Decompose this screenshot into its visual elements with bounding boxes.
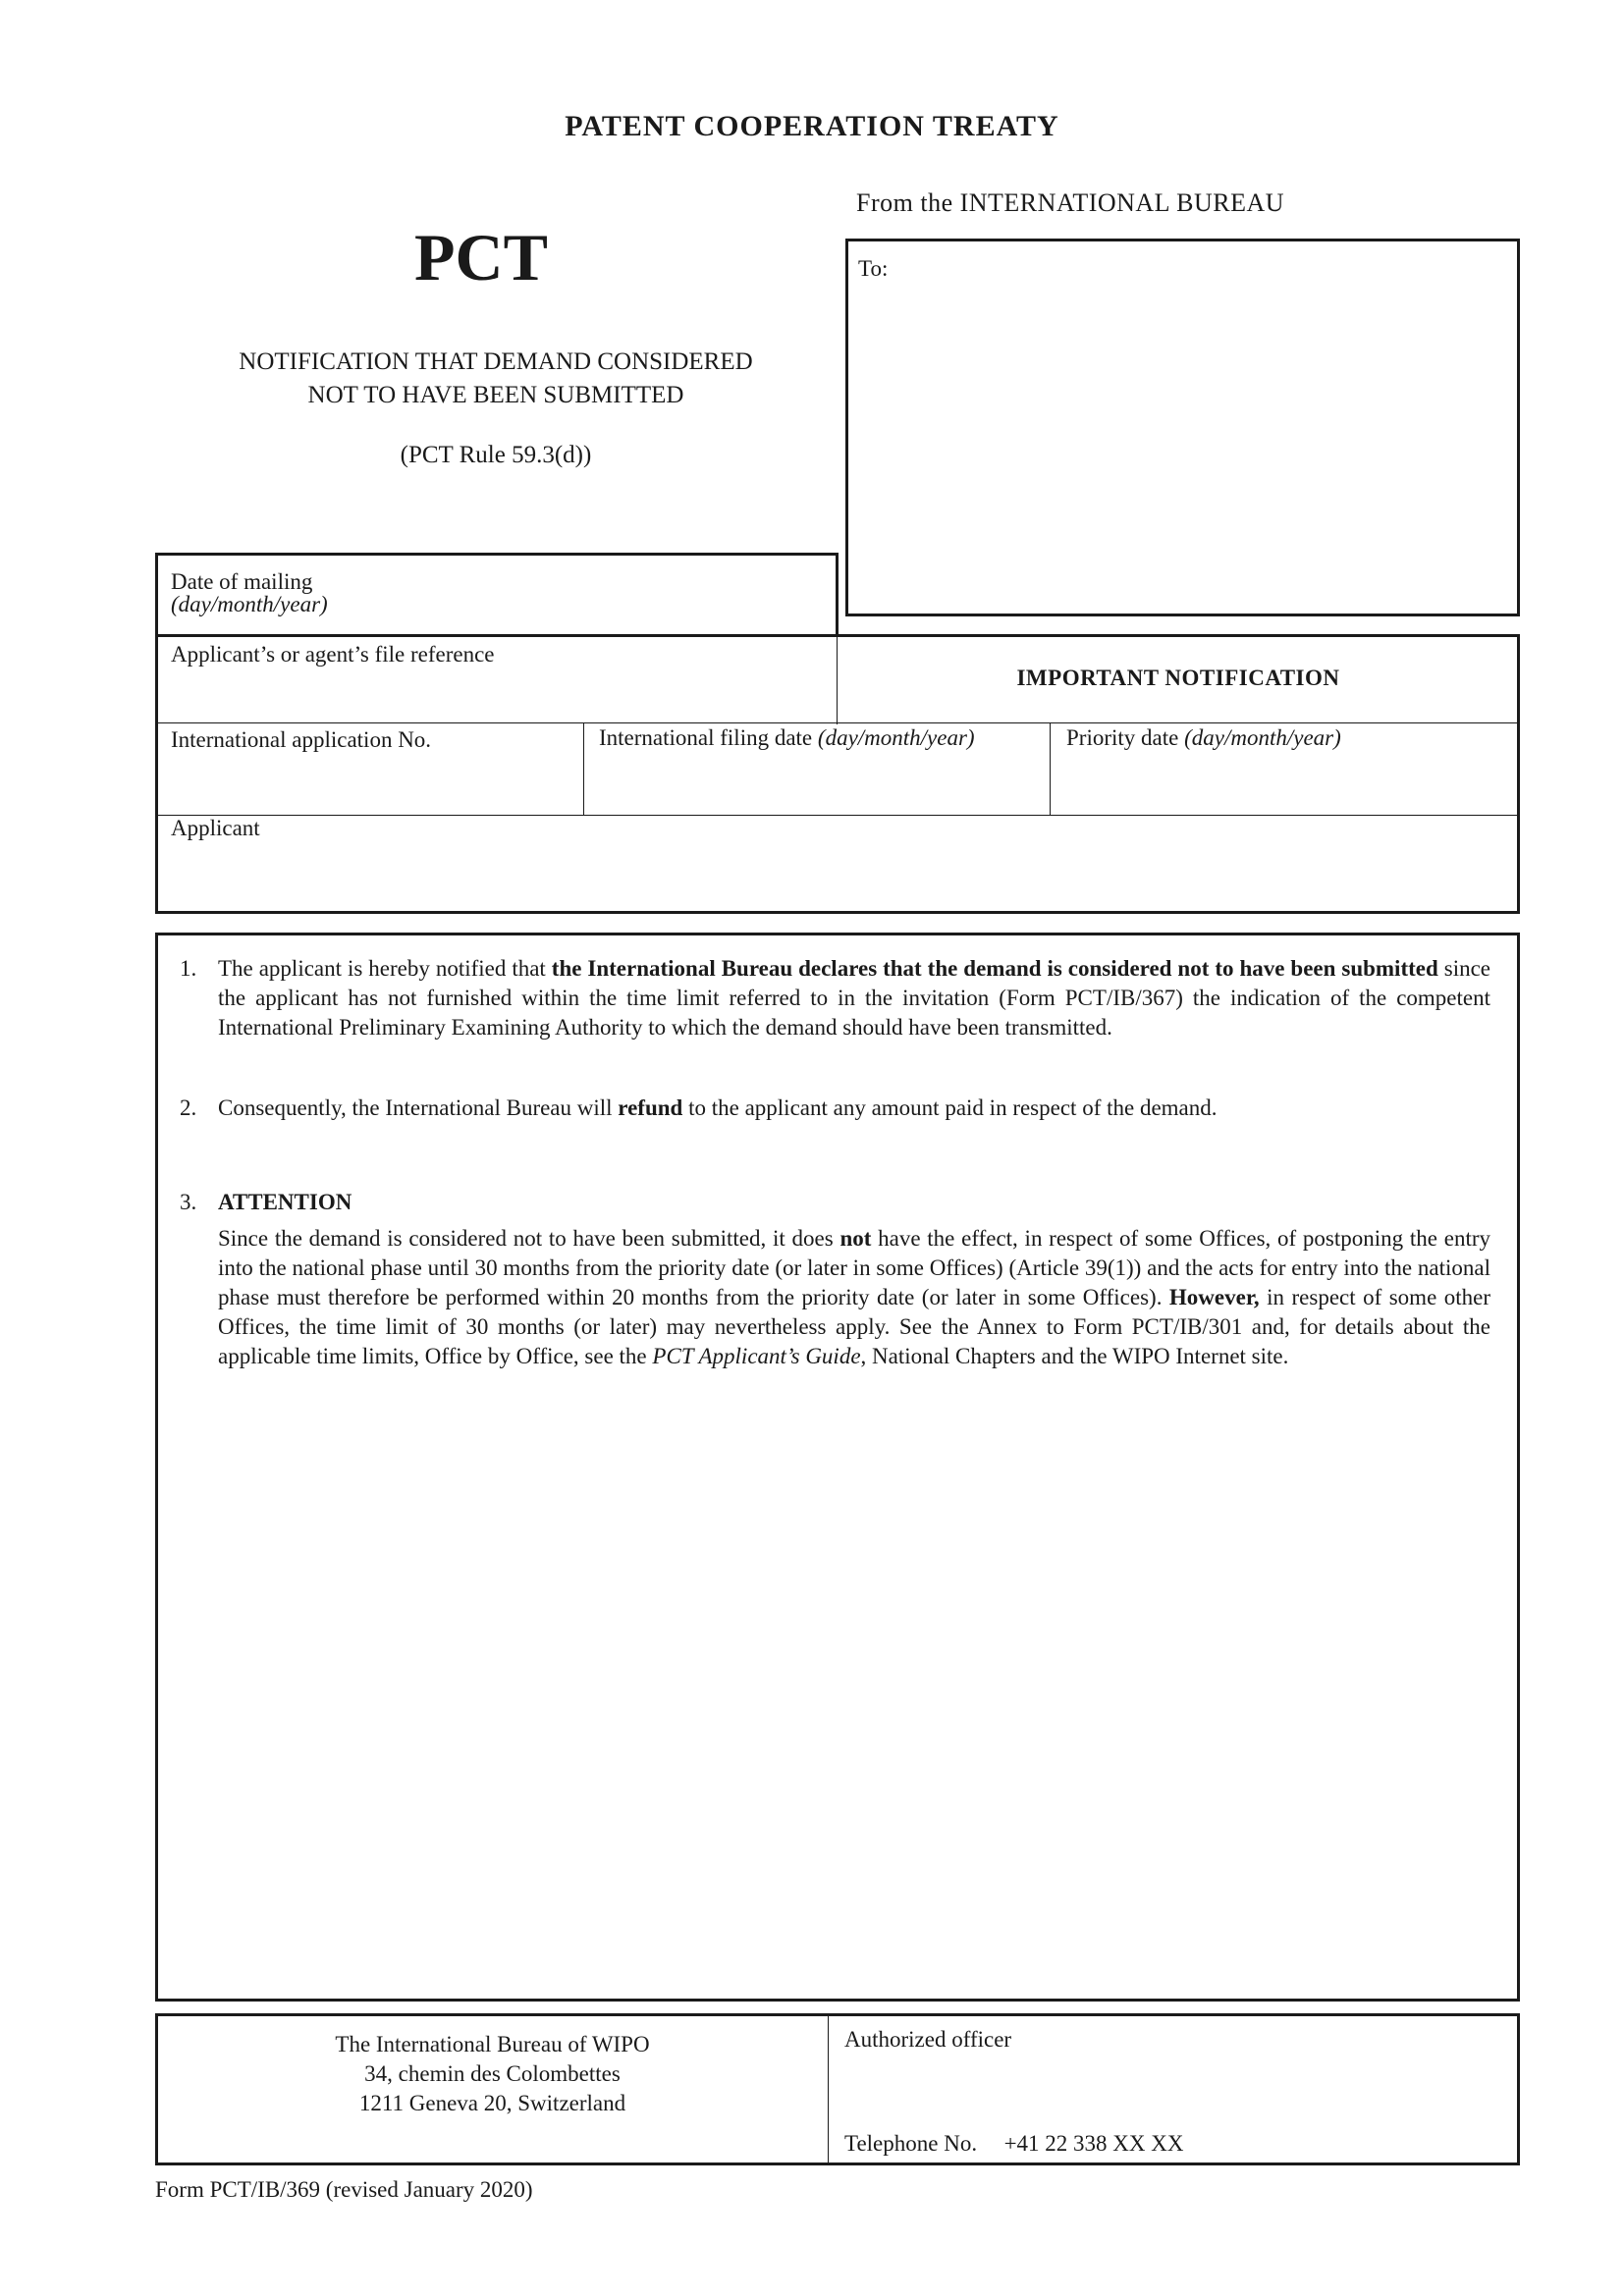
applicant-label[interactable]: Applicant [171,816,260,840]
address-line1: The International Bureau of WIPO [335,2032,650,2056]
item3-however: However, [1168,1285,1260,1309]
item1-text [218,954,1490,1042]
international-application-no-label[interactable]: International application No. [171,727,432,752]
item3-number: 3. [180,1190,197,1214]
item1-number: 1. [180,956,197,981]
important-notification: IMPORTANT NOTIFICATION [1016,666,1340,690]
to-label: To: [858,256,889,281]
divider-app-no [583,722,584,816]
filing-date-format: (day/month/year) [817,725,975,750]
divider-row1 [155,722,1520,723]
item2-post: to the applicant any amount paid in respect of the demand. [682,1095,1218,1120]
address-line3: 1211 Geneva 20, Switzerland [358,2091,626,2115]
item1-post: since the applicant has not furnished within the time limit referred to in the invitation (Form PCT/IB/367) the indication of the competent International Preliminary Examining Authority to which the demand should have been transmitted. [218,956,1491,1040]
date-of-mailing-format: (day/month/year) [171,592,328,616]
notification-title-line2: NOT TO HAVE BEEN SUBMITTED [307,382,684,408]
item3-c: in respect of some other Offices, the time limit of 30 months (or later) may nevertheless apply. See the Annex to Form PCT/IB/301 and, for details about the applicable time limits, Office by Office, see the [218,1285,1490,1368]
divider-filing-date [1050,722,1051,816]
pct-rule: (PCT Rule 59.3(d)) [400,442,592,468]
telephone-label: Telephone No. [844,2131,978,2156]
item3-heading: ATTENTION [218,1190,352,1214]
telephone-number: +41 22 338 XX XX [1003,2131,1184,2156]
address-line2: 34, chemin des Colombettes [364,2061,621,2086]
divider-row2 [155,815,1520,816]
divider-file-ref [837,634,838,724]
item2-bold: refund [618,1095,683,1120]
wipo-address [157,2030,828,2118]
item2-text [218,1094,1490,1123]
item3-b: have the effect, in respect of some Offices, of postponing the entry into the national phase until 30 months from the priority date (or later in some Offices) (Article 39(1)) and the acts for entry into the national phase must therefore be performed within 20 months from the priority date (or later in some Offices). [218,1226,1490,1309]
from-international-bureau: From the INTERNATIONAL BUREAU [856,188,1284,217]
item3-guide: PCT Applicant’s Guide [652,1344,861,1368]
item2-number: 2. [180,1095,197,1120]
notification-title-line1: NOTIFICATION THAT DEMAND CONSIDERED [239,348,753,375]
item1-bold: the International Bureau declares that the demand is considered not to have been submitted [551,956,1438,981]
item3-text [218,1224,1490,1371]
notification-title [157,346,835,412]
treaty-title: PATENT COOPERATION TREATY [565,110,1059,142]
priority-date-format: (day/month/year) [1184,725,1341,750]
date-of-mailing-label: Date of mailing [171,569,313,594]
pct-logo: PCT [414,220,548,294]
international-filing-date-label[interactable] [599,724,975,751]
item1-pre: The applicant is hereby notified that [218,956,552,981]
priority-date-text: Priority date [1066,725,1179,750]
item2-pre: Consequently, the International Bureau will [218,1095,619,1120]
priority-date-label[interactable] [1066,724,1341,751]
filing-date-text: International filing date [599,725,813,750]
item3-a: Since the demand is considered not to have been submitted, it does [218,1226,840,1251]
to-address-box[interactable] [845,239,1520,616]
footer-divider [828,2013,829,2165]
telephone-line [844,2130,1184,2157]
authorized-officer-label[interactable]: Authorized officer [844,2027,1012,2052]
file-reference-label[interactable]: Applicant’s or agent’s file reference [171,642,495,667]
item3-d: , National Chapters and the WIPO Internet site. [860,1344,1289,1368]
item3-not: not [839,1226,872,1251]
form-identifier: Form PCT/IB/369 (revised January 2020) [155,2177,533,2202]
